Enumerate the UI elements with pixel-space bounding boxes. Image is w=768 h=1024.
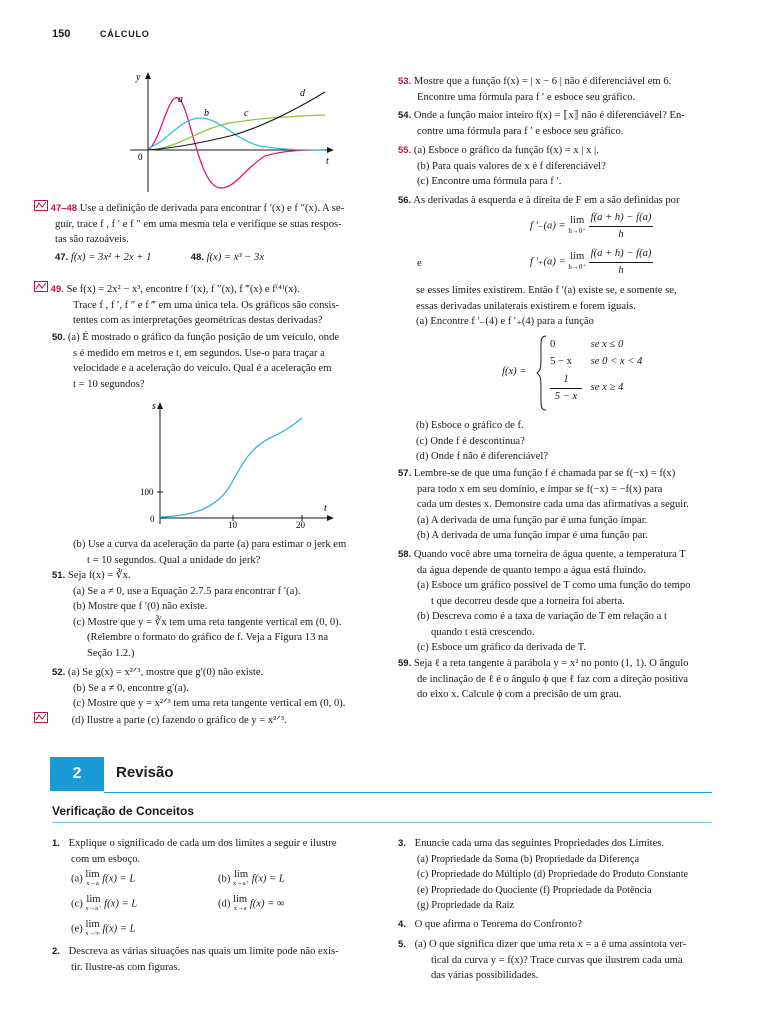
text-line: (a) Esboce o gráfico da função f(x) = x | x |. xyxy=(413,145,599,156)
text-line: (a) É mostrado o gráfico da função posição de um veículo, onde xyxy=(67,332,340,343)
x-axis-label: t xyxy=(324,503,327,514)
text-line: Encontre uma fórmula para f ′ e esboce seu gráfico. xyxy=(417,91,636,103)
text-line: quando t está crescendo. xyxy=(431,626,535,638)
text-line: (a) Se a ≠ 0, use a Equação 2.7.5 para encontrar f ′(a). xyxy=(73,585,301,597)
exercise-number: 2. xyxy=(52,946,60,957)
text-line: Seja f(x) = ∛x. xyxy=(67,570,131,581)
text-line: (c) Mostre que y = x²ᐟ³ tem uma reta tangente vertical em (0, 0). xyxy=(73,698,346,709)
exercise-number: 54. xyxy=(398,110,412,121)
text-line: (b) Mostre que f ′(0) não existe. xyxy=(73,601,208,612)
exercise-56-body xyxy=(416,283,716,330)
curve-a-label: a xyxy=(178,94,183,105)
review-4 xyxy=(398,917,716,933)
graphing-calculator-icon xyxy=(34,281,48,292)
piecewise-lhs: f(x) = xyxy=(502,366,527,377)
left-derivative-formula xyxy=(530,210,653,242)
function-47: f(x) = 3x² + 2x + 1 xyxy=(70,251,152,263)
numerator: f(a + h) − f(a) xyxy=(589,246,654,263)
text-line: (c) Encontre uma fórmula para f ′. xyxy=(417,176,562,187)
exercise-number: 56. xyxy=(398,195,412,206)
exercise-52 xyxy=(34,665,374,728)
y-tick-label: 100 xyxy=(140,487,154,497)
text-line: essas derivadas unilaterais existirem e forem iguais. xyxy=(416,300,636,312)
origin-label: 0 xyxy=(150,514,155,524)
chapter-divider xyxy=(104,792,712,793)
exercise-number: 47. xyxy=(55,251,69,263)
right-derivative-formula xyxy=(530,246,653,278)
x-tick-label: 20 xyxy=(296,520,305,530)
exercise-50 xyxy=(52,330,374,392)
exercise-number: 49. xyxy=(50,284,64,295)
function-48: f(x) = x³ − 3x xyxy=(206,251,265,263)
exercise-number: 47–48 xyxy=(50,203,78,214)
y-axis-label: s xyxy=(152,401,156,412)
exercise-number: 52. xyxy=(52,667,66,678)
text-line: tentes com as interpretações geométricas destas derivadas? xyxy=(73,315,323,326)
text-line: contre uma fórmula para f ′ e esboce seu gráfico. xyxy=(417,125,624,137)
text-line: Trace f , f ′, f ″ e f ‴ em uma única tela. Os gráficos são consis- xyxy=(73,299,340,311)
text-line: O que afirma o Teorema do Confronto? xyxy=(414,919,582,930)
text-line: se esses limites existirem. Então f ′(a) existe se, e somente se, xyxy=(416,285,677,296)
text-line: (a) A derivada de uma função par é uma função ímpar. xyxy=(417,514,648,526)
text-line: s é medido em metros e t, em segundos. Use-o para traçar a xyxy=(73,347,325,359)
piece-2: 5 − x se 0 < x < 4 xyxy=(550,356,643,367)
curve-b-label: b xyxy=(204,108,209,119)
derivative-curves-figure xyxy=(120,68,340,198)
exercise-54 xyxy=(398,108,714,139)
text-line: Quando você abre uma torneira de água quente, a temperatura T xyxy=(413,549,686,560)
text-line: (c) Onde f é descontínua? xyxy=(416,435,525,447)
lim-subscript: h→0⁺ xyxy=(568,263,587,271)
exercise-number: 48. xyxy=(190,251,204,263)
lim-label: lim xyxy=(570,251,585,262)
x-tick-label: 10 xyxy=(228,520,237,530)
chapter-number-badge: 2 xyxy=(50,757,104,791)
text-line: (b) Descreva como é a taxa de variação de T em relação a t xyxy=(417,611,667,622)
denominator: h xyxy=(618,228,624,240)
text-line: (a) Esboce um gráfico possível de T como uma função do tempo xyxy=(417,580,691,591)
limit-item-a: (a) lim x→a f(x) = L xyxy=(71,869,136,887)
text-line: (a) Encontre f ′₋(4) e f ′₊(4) para a função xyxy=(416,316,594,327)
book-title: CÁLCULO xyxy=(100,29,150,39)
exercise-number: 4. xyxy=(398,919,406,930)
piece-1: 0 se x ≤ 0 xyxy=(550,339,624,350)
text-line: (b) Para quais valores de x é f diferenciável? xyxy=(417,160,606,172)
text-line: Lembre-se de que uma função f é chamada par se f(−x) = f(x) xyxy=(413,468,676,479)
exercise-58 xyxy=(398,547,714,656)
text-line: (c) Propriedade do Múltiplo (d) Propriedade do Produto Constante xyxy=(417,869,689,880)
text-line: Descreva as várias situações nas quais um limite pode não exis- xyxy=(68,946,339,957)
formula-lhs: f ′₋(a) = xyxy=(530,220,566,232)
review-3 xyxy=(398,836,716,914)
text-line: com um esboço. xyxy=(71,853,141,865)
text-line: Use a definição de derivada para encontrar f ′(x) e f ″(x). A se- xyxy=(79,203,345,214)
text-line: (c) Mostre que y = ∛x tem uma reta tangente vertical em (0, 0). xyxy=(73,616,342,628)
limit-item-e: (e) lim x→∞ f(x) = L xyxy=(71,919,136,937)
text-line: Explique o significado de cada um dos limites a seguir e ilustre xyxy=(68,838,337,849)
text-line: (g) Propriedade da Raiz xyxy=(417,900,515,911)
text-line: (b) Esboce o gráfico de f. xyxy=(416,420,524,431)
text-line: (a) O que significa dizer que uma reta x = a é uma assíntota ver- xyxy=(414,939,687,950)
exercise-number: 50. xyxy=(52,332,66,343)
text-line: t que decorreu desde que a torneira foi aberta. xyxy=(431,595,625,607)
denominator: h xyxy=(618,264,624,276)
exercise-number: 55. xyxy=(398,145,412,156)
exercise-number: 58. xyxy=(398,549,412,560)
text-line: (Relembre o formato do gráfico de f. Veja a Figura 13 na xyxy=(87,632,329,643)
text-line: das várias possibilidades. xyxy=(431,970,539,981)
exercise-50b xyxy=(52,537,374,568)
text-line: (d) Ilustre a parte (c) fazendo o gráfico de y = x²ᐟ³. xyxy=(71,714,287,726)
section-divider xyxy=(52,822,712,823)
lim-label: lim xyxy=(570,215,585,226)
exercise-56-after xyxy=(416,418,716,465)
curve-c xyxy=(148,115,325,150)
text-line: (b) A derivada de uma função ímpar é uma função par. xyxy=(417,530,648,541)
origin-label: 0 xyxy=(138,152,143,162)
exercise-51 xyxy=(52,568,374,661)
text-line: (b) Se a ≠ 0, encontre g′(a). xyxy=(73,682,189,694)
x-axis-arrow xyxy=(327,515,334,521)
text-line: de inclinação de ℓ é o ângulo ϕ que ℓ faz com a direção positiva xyxy=(417,673,689,685)
lim-subscript: h→0⁻ xyxy=(568,227,587,235)
limit-item-d: (d) lim x→a f(x) = ∞ xyxy=(218,894,285,912)
x-axis-label: t xyxy=(326,156,329,167)
piecewise-brace xyxy=(536,334,548,412)
formula-lhs: f ′₊(a) = xyxy=(530,256,566,268)
text-line: tir. Ilustre-as com figuras. xyxy=(71,961,181,973)
exercise-47-48 xyxy=(34,200,374,265)
curve-d xyxy=(148,92,325,150)
graphing-calculator-icon xyxy=(34,712,48,723)
review-1 xyxy=(52,836,374,867)
text-line: cada um destes x. Demonstre cada uma das afirmativas a seguir. xyxy=(417,499,689,510)
text-line: tical da curva y = f(x)? Trace curvas que ilustrem cada uma xyxy=(431,954,683,966)
text-line: guir, trace f , f ′ e f ″ em uma mesma tela e verifique se suas respos- xyxy=(55,218,342,230)
graphing-calculator-icon xyxy=(34,200,48,211)
text-line: do eixo x. Calcule ϕ com a precisão de um grau. xyxy=(417,689,622,700)
text-line: Se f(x) = 2x² − x³, encontre f ′(x), f ″(x), f ‴(x) e f⁽⁴⁾(x). xyxy=(66,284,300,295)
exercise-55 xyxy=(398,143,714,190)
position-curve xyxy=(160,418,302,517)
text-line: (a) Se g(x) = x²ᐟ³, mostre que g′(0) não existe. xyxy=(67,667,264,678)
curve-c-label: c xyxy=(244,108,249,119)
y-axis-label: y xyxy=(136,72,141,83)
limit-item-c: (c) lim x→a⁻ f(x) = L xyxy=(71,894,138,912)
exercise-56 xyxy=(398,193,714,209)
exercise-number: 1. xyxy=(52,838,60,849)
exercise-49 xyxy=(34,281,374,329)
exercise-59 xyxy=(398,656,714,703)
piece-3: $\frac{1}{5 - x}$ se x ≥ 4 xyxy=(550,372,623,404)
curve-d-label: d xyxy=(300,88,305,99)
review-2 xyxy=(52,944,374,975)
chapter-title: Revisão xyxy=(116,764,174,781)
text-line: para todo x em seu domínio, e ímpar se f(−x) = −f(x) para xyxy=(417,483,663,495)
page-number: 150 xyxy=(52,28,71,40)
text-line: As derivadas à esquerda e à direita de F em a são definidas por xyxy=(413,195,680,206)
text-line: (a) Propriedade da Soma (b) Propriedade da Diferença xyxy=(417,853,640,865)
text-line: (d) Onde f não é diferenciável? xyxy=(416,451,549,462)
text-line: Seja ℓ a reta tangente à parábola y = x² no ponto (1, 1). O ângulo xyxy=(413,658,689,669)
exercise-number: 51. xyxy=(52,570,66,581)
curve-a xyxy=(148,98,325,188)
exercise-number: 59. xyxy=(398,658,412,669)
text-line: Onde a função maior inteiro f(x) = ⟦x⟧ não é diferenciável? En- xyxy=(413,110,685,121)
exercise-number: 5. xyxy=(398,939,406,950)
text-line: Enuncie cada uma das seguintes Propriedades dos Limites. xyxy=(414,838,665,849)
section-title: Verificação de Conceitos xyxy=(52,804,195,818)
y-axis-arrow xyxy=(145,72,151,79)
position-graph-figure xyxy=(130,396,340,531)
y-axis-arrow xyxy=(157,402,163,409)
text-line: Mostre que a função f(x) = | x − 6 | não é diferenciável em 6. xyxy=(413,76,672,87)
text-line: t = 10 segundos? xyxy=(73,378,145,390)
text-line: (e) Propriedade do Quociente (f) Propriedade da Potência xyxy=(417,884,652,896)
text-line: (b) Use a curva da aceleração da parte (a) para estimar o jerk em xyxy=(73,539,347,550)
text-line: da água depende de quanto tempo a água está fluindo. xyxy=(417,564,646,576)
text-line: velocidade e a aceleração do veículo. Qual é a aceleração em xyxy=(73,363,332,374)
exercise-53 xyxy=(398,74,714,105)
exercise-number: 3. xyxy=(398,838,406,849)
text-line: t = 10 segundos. Qual a unidade do jerk? xyxy=(87,554,261,566)
limit-item-b: (b) lim x→a⁺ f(x) = L xyxy=(218,869,285,887)
text-line: (c) Esboce um gráfico da derivada de T. xyxy=(417,642,587,653)
x-axis-arrow xyxy=(327,147,334,153)
review-5 xyxy=(398,937,716,984)
exercise-57 xyxy=(398,466,714,544)
conjunction-e: e xyxy=(417,258,422,269)
numerator: f(a + h) − f(a) xyxy=(589,210,654,227)
text-line: tas são razoáveis. xyxy=(55,234,129,245)
text-line: Seção 1.2.) xyxy=(87,647,135,659)
exercise-number: 53. xyxy=(398,76,412,87)
exercise-number: 57. xyxy=(398,468,412,479)
